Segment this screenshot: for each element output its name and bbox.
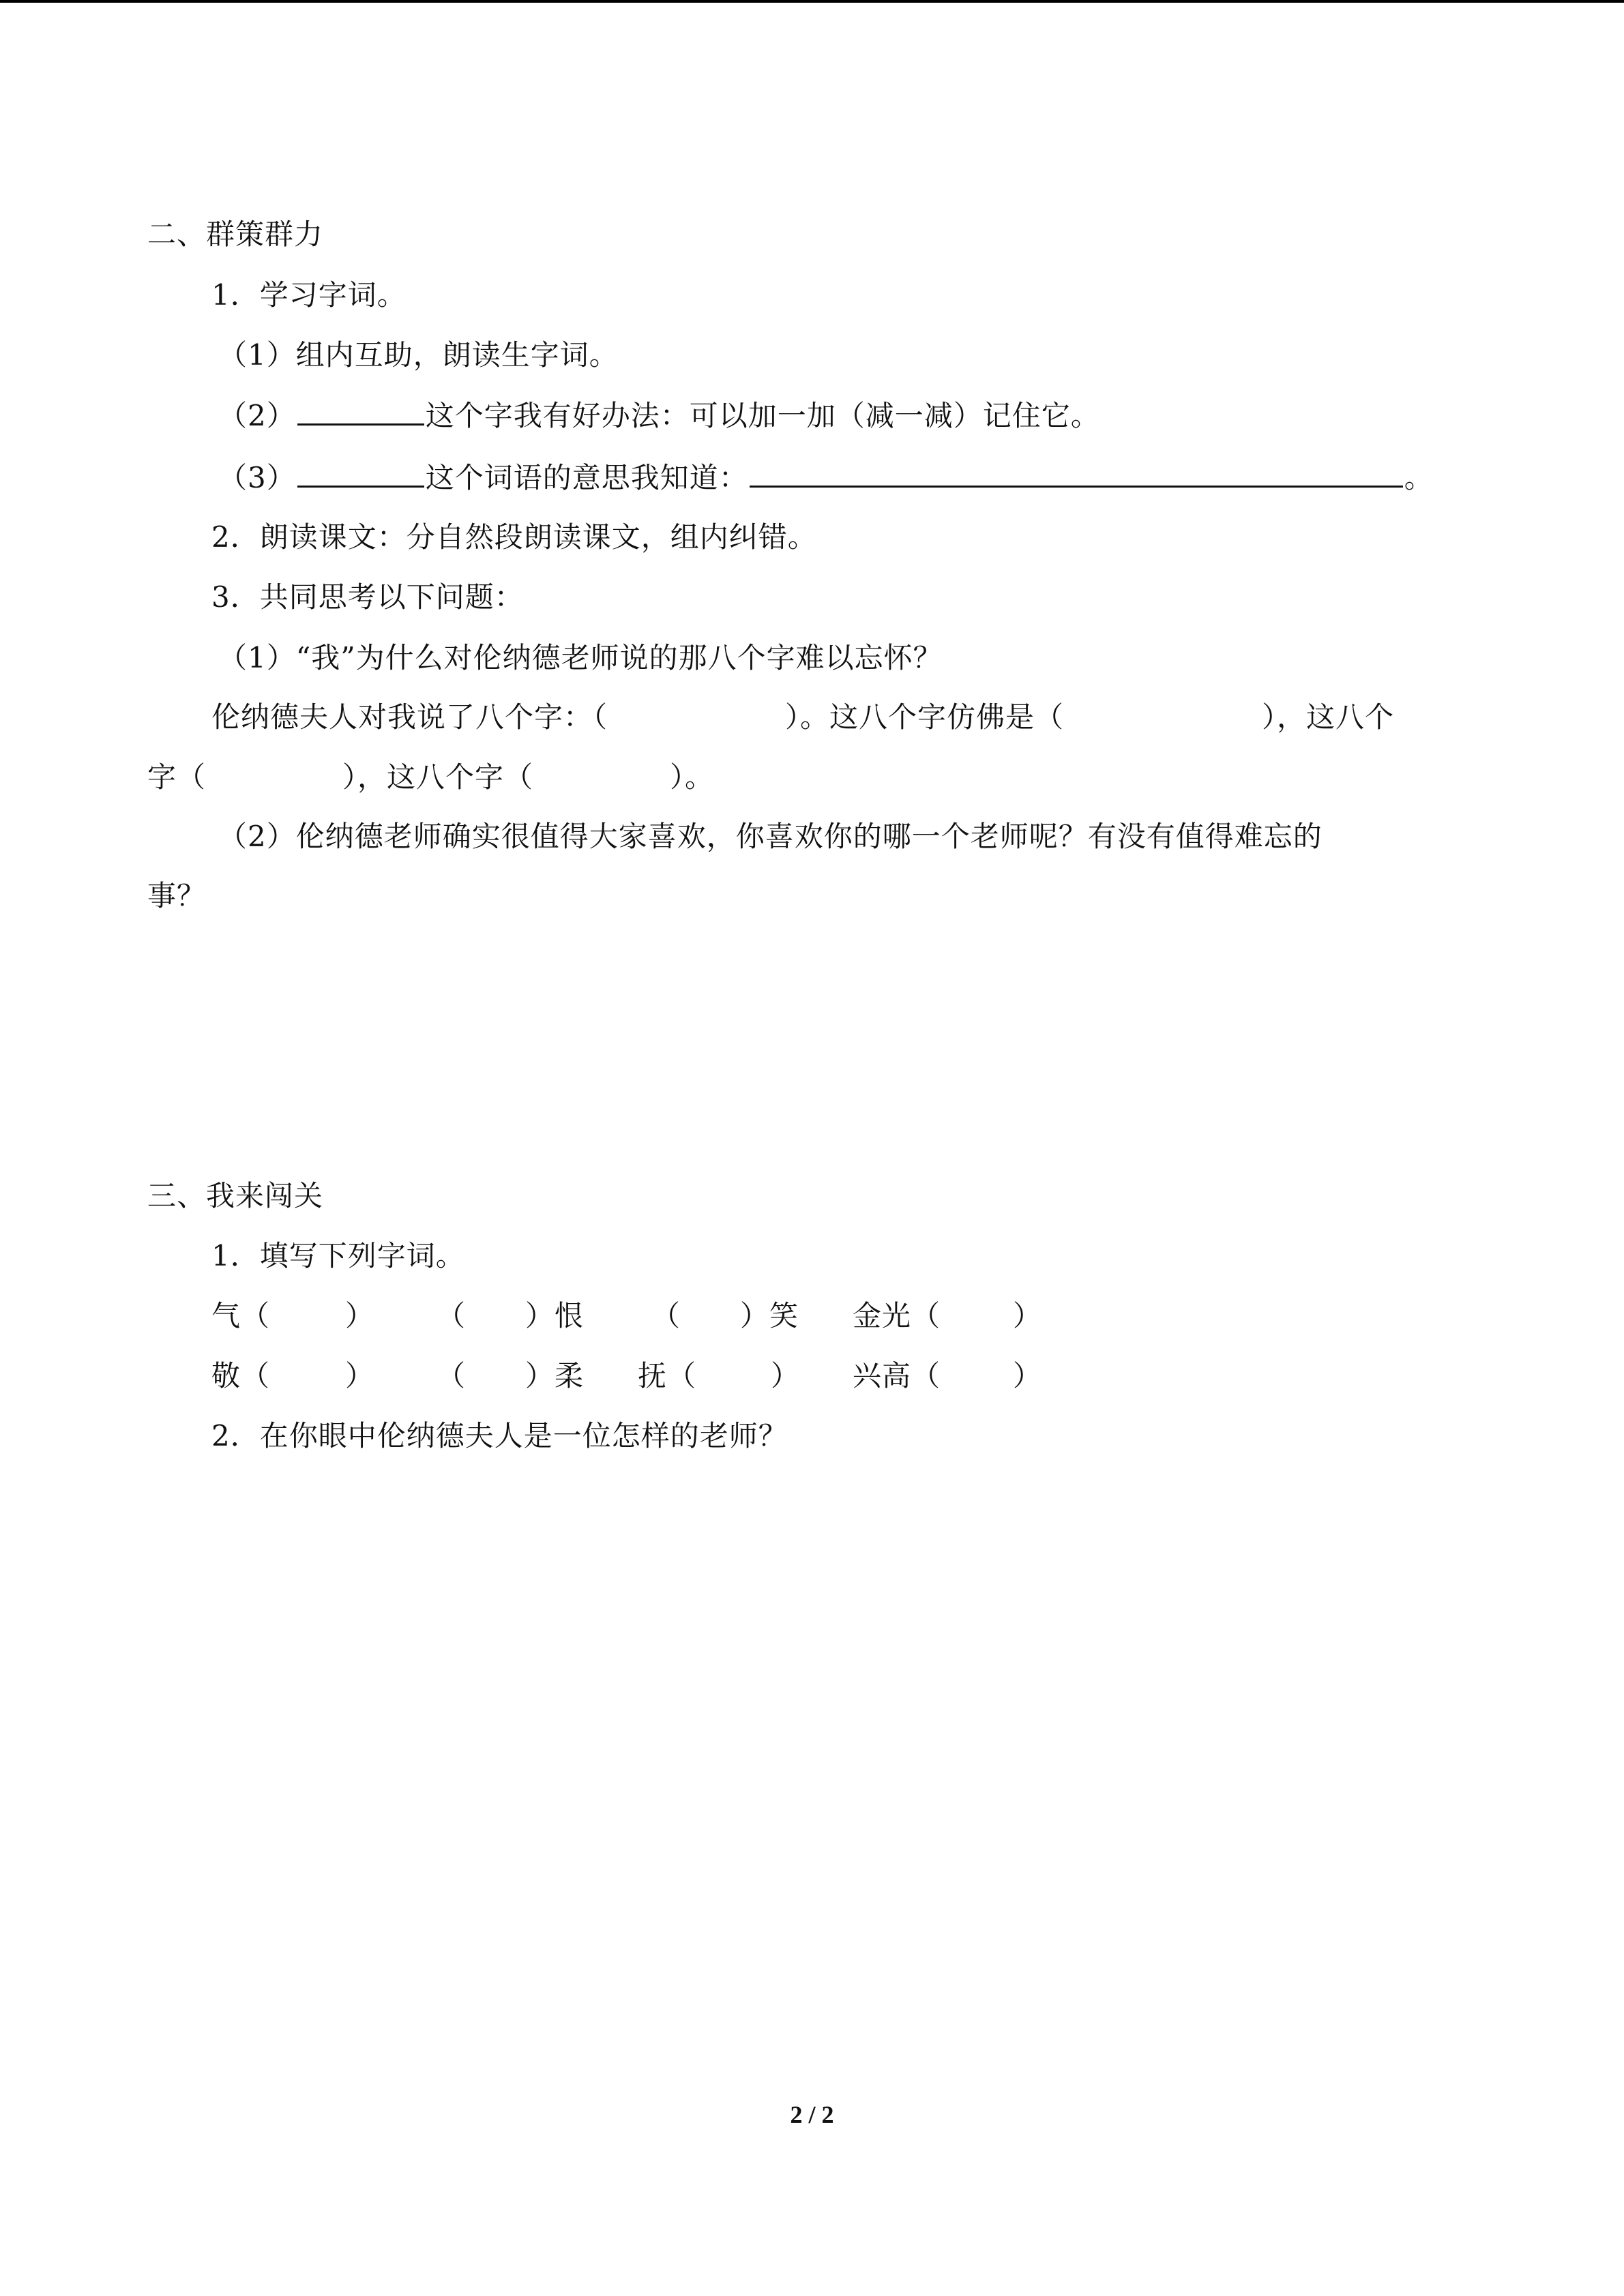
fill-row2-cell3-close: ）: [771, 1359, 801, 1392]
section2-sub2: [218, 395, 1100, 436]
sub3-word-blank[interactable]: [297, 457, 424, 488]
sub3-end: 。: [1404, 461, 1434, 494]
fill-row2-cell2-open: （: [437, 1359, 467, 1392]
section2-q2-line1: （2）伦纳德老师确实很值得大家喜欢，你喜欢你的哪一个老师呢？有没有值得难忘的: [218, 820, 1323, 853]
section2-q1: （1）“我”为什么对伦纳德老师说的那八个字难以忘怀？: [218, 641, 943, 674]
top-border: [0, 0, 1624, 3]
section3-item2: 2．在你眼中伦纳德夫人是一位怎样的老师？: [211, 1419, 788, 1452]
fill-row2-cell4-open: 兴高（: [853, 1359, 941, 1392]
fill-row1-cell4-open: 金光（: [853, 1299, 941, 1332]
page-number: 2 / 2: [790, 2101, 834, 2128]
fill-row2-cell1-open: 敬（: [211, 1359, 271, 1392]
sub3-middle: 这个词语的意思我知道：: [425, 461, 748, 494]
fill-row1-cell4-close: ）: [1013, 1299, 1043, 1332]
q1-a-part1: 伦纳德夫人对我说了八个字：（: [211, 700, 608, 734]
section2-q1-answer-line1: [211, 697, 1394, 738]
fill-row2-cell1-close: ）: [345, 1359, 375, 1392]
section2-item3: 3．共同思考以下问题：: [211, 580, 524, 614]
sub3-prefix: （3）: [218, 461, 296, 494]
fill-row2-cell4-close: ）: [1013, 1359, 1043, 1392]
fill-row1-cell1-open: 气（: [211, 1299, 271, 1332]
fill-row1-cell3-open: （: [651, 1299, 681, 1332]
section2-q2-line2: 事？: [147, 879, 207, 912]
sub2-suffix: 这个字我有好办法：可以加一加（减一减）记住它。: [425, 399, 1100, 432]
fill-row1-cell2-close: ）恨: [525, 1299, 585, 1332]
sub2-prefix: （2）: [218, 399, 296, 432]
section3-heading: 三、我来闯关: [147, 1179, 324, 1212]
section2-sub1: （1）组内互助，朗读生字词。: [218, 338, 619, 372]
section2-q1-answer-line2: [147, 757, 714, 798]
q1-a-part3: ），这八个: [1262, 700, 1395, 734]
sub2-blank[interactable]: [297, 395, 424, 426]
q1-b-part1: 字（: [147, 760, 207, 794]
q1-b-part3: ）。: [670, 760, 715, 794]
section3-item1: 1．填写下列字词。: [211, 1239, 465, 1272]
q1-a-part2: ）。这八个字仿佛是（: [785, 700, 1065, 734]
fill-row1-cell2-open: （: [437, 1299, 467, 1332]
fill-row1-cell3-close: ）笑: [740, 1299, 799, 1332]
section2-item2: 2．朗读课文：分自然段朗读课文，组内纠错。: [211, 520, 817, 554]
section2-sub3: [218, 457, 1434, 498]
q1-b-part2: ），这八个字（: [342, 760, 534, 794]
section2-item1: 1．学习字词。: [211, 278, 407, 312]
section2-heading: 二、群策群力: [147, 218, 324, 251]
fill-row2-cell3-open: 抚（: [638, 1359, 697, 1392]
fill-row1-cell1-close: ）: [345, 1299, 375, 1332]
fill-row2-cell2-close: ）柔: [525, 1359, 585, 1392]
sub3-meaning-blank[interactable]: [750, 457, 1403, 488]
